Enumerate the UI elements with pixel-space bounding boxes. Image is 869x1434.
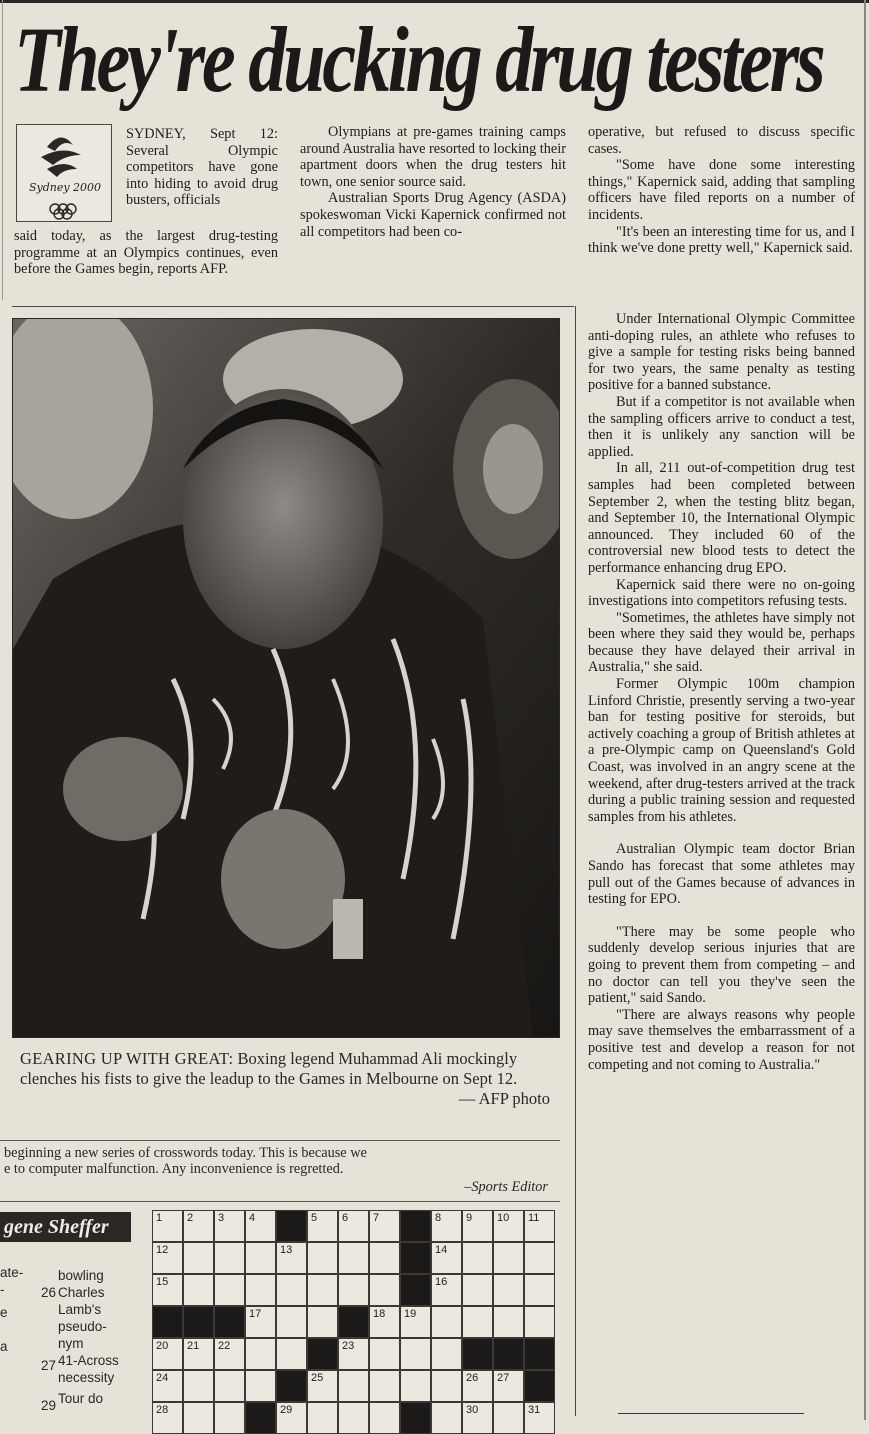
crossword-black-cell — [214, 1306, 245, 1338]
crossword-clues-left — [0, 1264, 30, 1355]
crossword-cell — [369, 1242, 400, 1274]
col3-paragraph: Former Olympic 100m champion Linford Christie, presently serving a two-year ban for testing positive for steroids, but actively coaching a group of British athletes at a pre-Olympic camp on Queensland's Gold Coast, was involved in an angry scene at the weekend, after drug-testers arrived at the track during a public training session and requested samples from his athletes. — [588, 676, 855, 825]
col2-paragraph: Australian Sports Drug Agency (ASDA) spokeswoman Vicki Kapernick confirmed not all competitors had been co- — [300, 190, 566, 240]
crossword-cell — [245, 1210, 276, 1242]
cell-number: 8 — [435, 1212, 442, 1224]
left-rule — [2, 0, 3, 300]
crossword-cell — [369, 1210, 400, 1242]
crossword-cell — [152, 1242, 183, 1274]
crossword-cell — [152, 1338, 183, 1370]
crossword-cell — [276, 1274, 307, 1306]
crossword-cell — [152, 1274, 183, 1306]
clue-text: necessity — [58, 1370, 115, 1385]
col3-paragraph: operative, but refused to discuss specific cases. — [588, 124, 855, 157]
crossword-cell — [307, 1242, 338, 1274]
crossword-black-cell — [152, 1306, 183, 1338]
column-2 — [300, 124, 566, 240]
crossword-cell — [400, 1338, 431, 1370]
crossword-cell — [245, 1306, 276, 1338]
clue-text: 41-Across — [58, 1353, 119, 1368]
editor-notice — [0, 1140, 560, 1202]
crossword-cell — [183, 1274, 214, 1306]
crossword-grid — [152, 1210, 557, 1420]
clue-fragment: - — [0, 1282, 5, 1297]
col3-paragraph: "There are always reasons why people may save themselves the embarrassment of a positive test and develop a reason for not competing and not coming to Australia." — [588, 1006, 855, 1073]
clue-number: 29 — [40, 1398, 56, 1413]
column-3-top — [588, 124, 855, 257]
crossword-cell — [152, 1210, 183, 1242]
cell-number: 11 — [528, 1212, 540, 1224]
intro-paragraph-bottom: said today, as the largest drug-testing programme at an Olympics continues, even before the Games begin, reports AFP. — [14, 228, 278, 278]
clue-text: Lamb's — [58, 1302, 102, 1317]
col3-paragraph: "Some have done some interesting things," Kapernick said, adding that sampling officers have filed reports on a number of incidents. — [588, 157, 855, 223]
crossword-byline: gene Sheffer — [0, 1212, 131, 1242]
crossword-cell — [462, 1402, 493, 1434]
clue-number: 26 — [40, 1285, 56, 1300]
cell-number: 27 — [497, 1372, 510, 1384]
cell-number: 6 — [342, 1212, 349, 1224]
cell-number: 30 — [466, 1404, 479, 1416]
cell-number: 7 — [373, 1212, 380, 1224]
cell-number: 22 — [218, 1340, 231, 1352]
clue-text: Tour do — [58, 1391, 104, 1406]
crossword-cell — [431, 1402, 462, 1434]
crossword-cell — [431, 1306, 462, 1338]
cell-number: 21 — [187, 1340, 200, 1352]
col3-paragraph: In all, 211 out-of-competition drug test samples had been completed between September 2, when the testing blitz began, and September 10, the International Olympic announced. They included 60 of the controversial new blood tests to detect the performance enhancing drug EPO. — [588, 460, 855, 576]
crossword-cell — [493, 1210, 524, 1242]
crossword-cell — [338, 1242, 369, 1274]
right-rule — [864, 0, 866, 1420]
cell-number: 2 — [187, 1212, 194, 1224]
crossword-cell — [524, 1274, 555, 1306]
crossword-cell — [152, 1370, 183, 1402]
crossword-cell — [431, 1210, 462, 1242]
crossword-cell — [338, 1402, 369, 1434]
cell-number: 17 — [249, 1308, 262, 1320]
col3-paragraph: Kapernick said there were no on-going investigations into competitors refusing tests. — [588, 576, 855, 610]
crossword-cell — [493, 1242, 524, 1274]
notice-line: e to computer malfunction. Any inconvenience is regretted. — [4, 1161, 344, 1177]
cell-number: 5 — [311, 1212, 318, 1224]
crossword-cell — [183, 1402, 214, 1434]
crossword-cell — [462, 1306, 493, 1338]
crossword-cell — [183, 1210, 214, 1242]
crossword-cell — [183, 1370, 214, 1402]
crossword-cell — [307, 1306, 338, 1338]
crossword-cell — [214, 1210, 245, 1242]
clue-fragment: ate- — [0, 1265, 24, 1280]
col3-paragraph: "Sometimes, the athletes have simply not been where they said they would be, perhaps because they have delayed their arrival in Australia," she said. — [588, 609, 855, 676]
clue-fragment: e — [0, 1305, 8, 1320]
crossword-black-cell — [524, 1370, 555, 1402]
crossword-cell — [400, 1370, 431, 1402]
photo-credit: — AFP photo — [458, 1089, 550, 1108]
column-3-main — [588, 311, 855, 1073]
cell-number: 24 — [156, 1372, 169, 1384]
crossword-cell — [369, 1306, 400, 1338]
crossword-cell — [431, 1370, 462, 1402]
cell-number: 10 — [497, 1212, 510, 1224]
col2-paragraph: Olympians at pre-games training camps around Australia have resorted to locking their apartment doors when the drug testers hit town, one senior source said. — [300, 124, 567, 190]
cell-number: 14 — [435, 1244, 448, 1256]
cell-number: 15 — [156, 1276, 169, 1288]
cell-number: 28 — [156, 1404, 169, 1416]
crossword-cell — [276, 1242, 307, 1274]
clue-text: nym — [58, 1336, 84, 1351]
crossword-cell — [493, 1402, 524, 1434]
crossword-cell — [493, 1306, 524, 1338]
crossword-black-cell — [493, 1338, 524, 1370]
col3-paragraph: Australian Olympic team doctor Brian Sando has forecast that some athletes may pull out of the Games because of advances in testing for EPO. — [588, 841, 855, 908]
crossword-black-cell — [276, 1370, 307, 1402]
crossword-cell — [524, 1242, 555, 1274]
crossword-cell — [462, 1370, 493, 1402]
crossword-black-cell — [400, 1242, 431, 1274]
cell-number: 31 — [528, 1404, 541, 1416]
boxer-photo-illustration — [13, 319, 559, 1037]
cell-number: 1 — [156, 1212, 163, 1224]
cell-number: 20 — [156, 1340, 169, 1352]
crossword-black-cell — [400, 1402, 431, 1434]
crossword-cell — [307, 1274, 338, 1306]
col3-paragraph: "It's been an interesting time for us, and I think we've done pretty well," Kapernick said. — [588, 223, 855, 257]
photo-caption — [20, 1049, 550, 1109]
crossword-clues-right — [58, 1267, 150, 1407]
crossword-cell — [214, 1370, 245, 1402]
crossword-black-cell — [276, 1210, 307, 1242]
crossword-cell — [369, 1402, 400, 1434]
crossword-cell — [462, 1274, 493, 1306]
crossword-cell — [183, 1242, 214, 1274]
crossword-cell — [152, 1402, 183, 1434]
crossword-cell — [338, 1370, 369, 1402]
crossword-black-cell — [400, 1210, 431, 1242]
crossword-cell — [462, 1210, 493, 1242]
crossword-cell — [524, 1306, 555, 1338]
crossword-cell — [431, 1242, 462, 1274]
article-end-rule — [618, 1413, 804, 1414]
cell-number: 3 — [218, 1212, 225, 1224]
crossword-cell — [245, 1338, 276, 1370]
crossword-cell — [214, 1274, 245, 1306]
olympic-figure-icon — [17, 125, 111, 221]
crossword-cell — [338, 1210, 369, 1242]
clue-text: bowling — [58, 1268, 104, 1283]
col3-paragraph: But if a competitor is not available when the sampling officers arrive to conduct a test, then it is unlikely any sanction will be applied. — [588, 393, 855, 460]
crossword-cell — [183, 1338, 214, 1370]
sydney-2000-logo — [16, 124, 112, 222]
crossword-cell — [369, 1274, 400, 1306]
news-photo — [12, 318, 560, 1038]
crossword-cell — [214, 1402, 245, 1434]
cell-number: 13 — [280, 1244, 293, 1256]
cell-number: 26 — [466, 1372, 479, 1384]
col3-paragraph: "There may be some people who suddenly develop serious injuries that are going to prevent them from competing – and no doctor can tell you they've seen the patient," said Sando. — [588, 923, 855, 1007]
clue-text: Charles — [58, 1285, 105, 1300]
notice-line: beginning a new series of crosswords today. This is because we — [4, 1145, 367, 1161]
section-rule — [12, 306, 574, 307]
crossword-cell — [338, 1338, 369, 1370]
crossword-cell — [493, 1370, 524, 1402]
crossword-clue-numbers — [34, 1267, 56, 1414]
crossword-cell — [369, 1370, 400, 1402]
crossword-black-cell — [245, 1402, 276, 1434]
cell-number: 23 — [342, 1340, 355, 1352]
crossword-cell — [245, 1242, 276, 1274]
cell-number: 29 — [280, 1404, 293, 1416]
clue-fragment: a — [0, 1339, 8, 1354]
crossword-cell — [214, 1338, 245, 1370]
caption-text: Boxing legend Muhammad Ali mockingly clenches his fists to give the leadup to the Games in Melbourne on Sept 12. — [20, 1049, 518, 1088]
crossword-cell — [431, 1338, 462, 1370]
crossword-cell — [307, 1210, 338, 1242]
cell-number: 9 — [466, 1212, 473, 1224]
cell-number: 4 — [249, 1212, 256, 1224]
cell-number: 18 — [373, 1308, 386, 1320]
crossword-cell — [307, 1402, 338, 1434]
intro-paragraph-top: SYDNEY, Sept 12: Several Olympic competitors have gone into hiding to avoid drug busters, officials — [126, 126, 278, 209]
clue-number: 27 — [40, 1358, 56, 1373]
crossword-black-cell — [307, 1338, 338, 1370]
headline: They're ducking drug testers — [14, 9, 823, 112]
cell-number: 25 — [311, 1372, 324, 1384]
cell-number: 19 — [404, 1308, 417, 1320]
notice-signature: –Sports Editor — [464, 1179, 548, 1195]
crossword-cell — [245, 1370, 276, 1402]
crossword-cell — [524, 1210, 555, 1242]
crossword-cell — [400, 1306, 431, 1338]
cell-number: 12 — [156, 1244, 169, 1256]
col3-paragraph: Under International Olympic Committee anti-doping rules, an athlete who refuses to give a sample for testing risks being banned for two years, the same penalty as testing positive for a banned substance. — [588, 311, 855, 394]
crossword-black-cell — [338, 1306, 369, 1338]
crossword-cell — [307, 1370, 338, 1402]
cell-number: 16 — [435, 1276, 448, 1288]
top-rule — [0, 0, 869, 3]
crossword-black-cell — [524, 1338, 555, 1370]
crossword-cell — [431, 1274, 462, 1306]
logo-wordmark: Sydney 2000 — [28, 181, 102, 194]
caption-lead: GEARING UP WITH GREAT: — [20, 1049, 234, 1068]
clue-text: pseudo- — [58, 1319, 107, 1334]
crossword-cell — [214, 1242, 245, 1274]
crossword-cell — [493, 1274, 524, 1306]
crossword-cell — [338, 1274, 369, 1306]
crossword-cell — [276, 1306, 307, 1338]
crossword-cell — [462, 1242, 493, 1274]
crossword-cell — [369, 1338, 400, 1370]
column-divider — [575, 306, 576, 1416]
crossword-cell — [276, 1338, 307, 1370]
crossword-black-cell — [462, 1338, 493, 1370]
crossword-cell — [276, 1402, 307, 1434]
crossword-black-cell — [400, 1274, 431, 1306]
crossword-cell — [524, 1402, 555, 1434]
crossword-cell — [245, 1274, 276, 1306]
crossword-black-cell — [183, 1306, 214, 1338]
